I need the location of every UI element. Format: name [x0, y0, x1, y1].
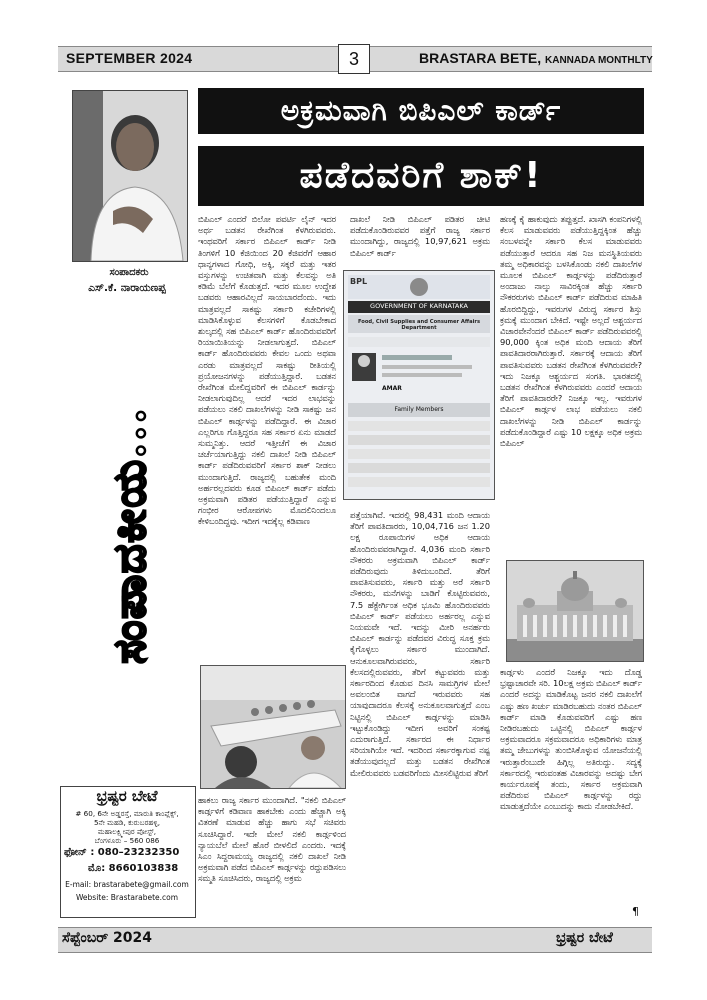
card-dept-title: Food, Civil Supplies and Consumer Affairs Department [357, 319, 481, 331]
address-email: E-mail: brastarabete@gmail.com [65, 880, 189, 889]
footer-publication: ಭ್ರಷ್ಟರ ಬೇಟೆ [556, 930, 613, 946]
address-line-2: 5ನೇ ಮಹಡಿ, ಕುರುಬರಹಳ್ಳಿ, [93, 818, 161, 827]
address-phone: ಫೋನ್ : 080–23232350 [64, 847, 180, 858]
issue-date: SEPTEMBER 2024 [66, 50, 193, 66]
address-title: ಭ್ರಷ್ಟರ ಬೇಟೆ [96, 787, 158, 805]
card-govt-title: GOVERNMENT OF KARNATAKA [370, 302, 468, 310]
editor-name: ಎಸ್.ಕೆ. ನಾರಾಯಣಪ್ಪ [88, 282, 166, 294]
article-column-2-bottom: ಪತ್ತೆಯಾಗಿವೆ. ಇದರಲ್ಲಿ 98,431 ಮಂದಿ ಆದಾಯ ತೆರಿಗೆ ಪಾವತಿದಾರರು, 10,04,716 ಜನ 1.20 ಲಕ್ಷ ರೂಪಾಯಿಗಳ ಅಧಿಕ ಆದಾಯ ಹೊಂದಿರುವವರಾಗಿದ್ದಾರೆ. 4,036 ಮಂದಿ ಸರ್ಕಾರಿ ನೌಕರರು ಅಕ್ರಮವಾಗಿ ಬಿಪಿಎಲ್ ಕಾರ್ಡ್ ಪಡೆದಿರುವುದು ತಿಳಿದುಬಂದಿದೆ. ತೆರಿಗೆ ಪಾವತಿಸುವವರು, ಸರ್ಕಾರಿ ಮತ್ತು ಅರೆ ಸರ್ಕಾರಿ ನೌಕರರು, ಮನೆಗಳನ್ನು ಬಾಡಿಗೆ ಕೊಟ್ಟಿರುವವರು, 7.5 ಹೆಕ್ಟೇರ್ಗಿಂತ ಅಧಿಕ ಭೂಮಿ ಹೊಂದಿರುವವರು ಬಿಪಿಎಲ್ ಕಾರ್ಡ್ ಪಡೆಯಲು ಅರ್ಹರಲ್ಲ ಎನ್ನುವ ನಿಯಮವೇ ಇದೆ. ಇದನ್ನು ಮೀರಿ ಅನರ್ಹರು ಬಿಪಿಎಲ್ ಕಾರ್ಡನ್ನು ಪಡೆದವರ ವಿರುದ್ಧ ಸೂಕ್ತ ಕ್ರಮ ಕೈಗೊಳ್ಳಲು ಸರ್ಕಾರ ಮುಂದಾಗಿದೆ. ಆನುಕೂಲವಾಗಿರುವವರು, ಸರ್ಕಾರಿ ಕೆಲಸದಲ್ಲಿರುವವರು, ತೆರಿಗೆ ಕಟ್ಟುವವರು ಮತ್ತು ಸರ್ಕಾರದಿಂದ ಕೊಡುವ ದಿನಸಿ ಸಾಮಗ್ರಿಗಳ ಮೇಲೆ ಅವಲಂಬಿತ ವಾಗದೆ ಇರುವವರು ಸಹ ಯಾವುದಾದರೂ ಕೆಲಸಕ್ಕೆ ಅನುಕೂಲವಾಗುತ್ತದೆ ಎಂಬ ನಿಟ್ಟಿನಲ್ಲಿ ಬಿಪಿಎಲ್ ಕಾರ್ಡ್ಗಳನ್ನು ಮಾಡಿಸಿ ಇಟ್ಟುಕೊಂಡಿದ್ದು ಇದೀಗ ಅವರಿಗೆ ಸಂಕಷ್ಟ ಎದುರಾಗುತ್ತಿದೆ. ಸರ್ಕಾರದ ಈ ನಿರ್ಧಾರ ಸರಿಯಾಗಿಯೇ ಇದೆ. ಇದರಿಂದ ಸರ್ಕಾರಕ್ಕಾಗುವ ನಷ್ಟ ತಡೆಯುವುದಲ್ಲದೆ ಮತ್ತು ಬಡತನ ರೇಖೆಗಿಂತ ಮೇಲಿರುವವರು ಬಡವರಿಗೆಂದು ಮೀಸಲಿಟ್ಟಿರುವ ತೆರಿಗೆ [350, 510, 490, 778]
editor-photo [72, 90, 188, 262]
address-mobile: ಮೊ: 8660103838 [88, 863, 179, 874]
article-column-3-top: ಹಣಕ್ಕೆ ಕೈ ಹಾಕುವುದು ತಪ್ಪುತ್ತದೆ. ಖಾಸಗಿ ಕಂಪನಿಗಳಲ್ಲಿ ಕೆಲಸ ಮಾಡುವವರು ಪಡೆಯುತ್ತಿದ್ದಕ್ಕಿಂತ ಹೆಚ್ಚು ಸಂಬಳವನ್ನೇ ಸರ್ಕಾರಿ ಕೆಲಸ ಮಾಡುವವರು ಪಡೆಯುತ್ತಾರೆ ಆದರೂ ಸಹ ನಿಜ ಮನಸ್ಥಿತಿಯವರು ತಮ್ಮ ಅಧಿಕಾರವನ್ನು ಬಳಸಿಕೊಂಡು ನಕಲಿ ದಾಖಲೆಗಳ ಮೂಲಕ ಬಿಪಿಎಲ್ ಕಾರ್ಡ್ಗಳನ್ನು ಪಡೆದಿರುತ್ತಾರೆ ಅಂದಾಜು ನಾಲ್ಕು ಸಾವಿರಕ್ಕಿಂತ ಹೆಚ್ಚು ಸರ್ಕಾರಿ ನೌಕರರುಗಳು ಬಿಪಿಎಲ್ ಕಾರ್ಡ್ ಪಡೆದಿರುವ ಮಾಹಿತಿ ಹೊರಬಿದ್ದಿದ್ದು, ಇವರುಗಳ ವಿರುದ್ಧ ಸರ್ಕಾರ ಶಿಸ್ತು ಕ್ರಮಕ್ಕೆ ಮುಂದಾಗ ಬೇಕಿದೆ. ಇಷ್ಟೇ ಅಲ್ಲದೆ ಆಶ್ಚರ್ಯದ ವಿಚಾರವೇನೆಂದರೆ ಬಿಪಿಎಲ್ ಕಾರ್ಡ್ ಪಡೆದಿರುವವರಲ್ಲಿ 90,000 ಕ್ಕಿಂತ ಅಧಿಕ ಮಂದಿ ಆದಾಯ ತೆರಿಗೆ ಪಾವತಿದಾರರಾಗಿರುತ್ತಾರೆ. ಸರ್ಕಾರಕ್ಕೆ ಆದಾಯ ತೆರಿಗೆ ಪಾವತಿಸುವವರು ಬಡತನ ರೇಖೆಗಿಂತ ಕೆಳಗಿರುವವರೇ? ಇದು ನಿಜಕ್ಕೂ ಆಶ್ಚರ್ಯದ ಸಂಗತಿ. ಭಾರತದಲ್ಲಿ ಬಡತನ ರೇಖೆಗಿಂತ ಕೆಳಗಿರುವವರು ಎಂದರೆ ಆದಾಯ ತೆರಿಗೆ ಪಾವತಿದಾರರೇ? ನಿಜಕ್ಕೂ ಇಲ್ಲ. ಇವರುಗಳ ಬಿಪಿಎಲ್ ಕಾರ್ಡ್ಗಳ ಲಾಭ ಪಡೆಯಲು ನಕಲಿ ದಾಖಲೆಗಳನ್ನು ನೀಡಿ ಬಿಪಿಎಲ್ ಕಾರ್ಡನ್ನು ಪಡೆದುಕೊಂಡಿದ್ದಾರೆ ಎಷ್ಟು 10 ಲಕ್ಷಕ್ಕೂ ಅಧಿಕ ಅಕ್ರಮ ಬಿಪಿಎಲ್ [500, 214, 642, 449]
vidhana-soudha-image [506, 560, 644, 662]
editor-label: ಸಂಪಾದಕರು [109, 267, 149, 278]
address-line-1: # 60, 6ನೇ ಅಡ್ಡರಸ್ತೆ, ಮಾರುತಿ ಕಾಂಪ್ಲೆಕ್ಸ್, [75, 809, 179, 818]
address-line-4: ಬೆಂಗಳೂರು – 560 086 [94, 836, 160, 845]
card-family-header: Family Members [394, 406, 444, 413]
publication-name: BRASTARA BETE, KANNADA MONTHLTY [419, 50, 653, 66]
card-bpl-tag: BPL [350, 277, 368, 286]
address-website: Website: Brastarabete.com [75, 893, 179, 902]
address-line-3: ಮಹಾಲಕ್ಷ್ಮೀಪುರ ಪೋಸ್ಟ್, [97, 827, 157, 836]
bpl-card-image [343, 270, 495, 500]
article-column-3-bottom: ಕಾರ್ಡ್ಗಳು ಎಂದರೆ ನಿಜಕ್ಕೂ ಇದು ದೊಡ್ಡ ಭ್ರಷ್ಟಾಚಾರವೇ ಸರಿ. 10ಲಕ್ಷ ಅಕ್ರಮ ಬಿಪಿಎಲ್ ಕಾರ್ಡ್ ಎಂದರೆ ಅದನ್ನು ಮಾಡಿಕೊಟ್ಟ ಜನರ ನಕಲಿ ದಾಖಲೆಗೆ ಎಷ್ಟು ಹಣ ಖರ್ಚು ಮಾಡಿರಬಹುದು ನಂತರ ಬಿಪಿಎಲ್ ಕಾರ್ಡ್ ಮಾಡಿ ಕೊಡುವವರಿಗೆ ಎಷ್ಟು ಹಣ ನೀಡಿರಬಹುದು ಒಟ್ಟಿನಲ್ಲಿ ಬಿಪಿಎಲ್ ಕಾರ್ಡ್ಗಳ ಅಕ್ರಮವಾದರೂ ಸಕ್ರಮವಾದರೂ ಅಧಿಕಾರಿಗಳು ಮಾತ್ರ ತಮ್ಮ ಜೇಬುಗಳನ್ನು ತುಂಬಿಸಿಕೊಳ್ಳುವ ಯೋಜನೆಯಲ್ಲಿ ಇರುತ್ತಾರೆಂಬುದೇ ಹಿಗ್ಗಿಲ್ಲ ಅತಿರುದ್ದು. ಸದ್ಯಕ್ಕೆ ಸರ್ಕಾರದಲ್ಲಿ ಇರುವಂತಹ ವಿಚಾರವನ್ನು ಅದಷ್ಟು ಬೇಗ ಕಾರ್ಯರೂಪಕ್ಕೆ ತಂದು, ಸರ್ಕಾರ ಅಕ್ರಮವಾಗಿ ಪಡೆದಿರುವ ಬಿಪಿಎಲ್ ಕಾರ್ಡ್ಗಳನ್ನು ರದ್ದು ಮಾಡುತ್ತದೆಯೇ ಎಂಬುದನ್ನು ಕಾದು ನೋಡಬೇಕಿದೆ. [500, 667, 642, 812]
card-holder-name: AMAR [382, 385, 402, 392]
page-number: 3 [338, 44, 370, 74]
meeting-photo [200, 665, 346, 789]
headline-line-2: ಪಡೆದವರಿಗೆ ಶಾಕ್! [198, 146, 644, 206]
article-column-1-bottom: ಹಾಕಲು ರಾಜ್ಯ ಸರ್ಕಾರ ಮುಂದಾಗಿದೆ. "ನಕಲಿ ಬಿಪಿಎಲ್ ಕಾರ್ಡ್ಗಳಿಗೆ ಕಡಿವಾಣ ಹಾಕಬೇಕು ಎಂದು ಹೆಚ್ಚಾಗಿ ಅಕ್ಕಿ ವಿತರಣೆ ಮಾಡುವ ಹೆಚ್ಚು ಹಾಗು ಸಭೆ ಸಚಿವರು ಸೂಚಿಸಿದ್ದಾರೆ. ಇದೇ ಮೇಲೆ ನಕಲಿ ಕಾರ್ಡ್ಗಳಿಂದ ನ್ಯಾಯಬೆಲೆ ಮೇಲೆ ಹೊರೆ ಬೀಳಲಿದೆ ಎಂದರು. ಇದಕ್ಕೆ ಸಿಎಂ ಸಿದ್ದರಾಮಯ್ಯ ರಾಜ್ಯದಲ್ಲಿ ನಕಲಿ ದಾಖಲೆ ನೀಡಿ ಅಕ್ರಮವಾಗಿ ಪಡೆದ ಬಿಪಿಎಲ್ ಕಾರ್ಡ್ಗಳನ್ನು ರದ್ದುಪಡಿಸಲು ಸಮ್ಮತಿ ಸೂಚಿಸಿದರು, ರಾಜ್ಯದಲ್ಲಿ ಅಕ್ರಮ [198, 795, 346, 884]
end-mark: ¶ [632, 905, 639, 918]
headline-line-1: ಅಕ್ರಮವಾಗಿ ಬಿಪಿಎಲ್ ಕಾರ್ಡ್ [198, 88, 644, 134]
article-column-2-top: ದಾಖಲೆ ನೀಡಿ ಬಿಪಿಎಲ್ ಪಡಿತರ ಚೀಟಿ ಪಡೆದುಕೊಂಡಿರುವವರ ಪತ್ತೆಗೆ ರಾಜ್ಯ ಸರ್ಕಾರ ಮುಂದಾಗಿದ್ದು, ರಾಜ್ಯದಲ್ಲಿ 10,97,621 ಅಕ್ರಮ ಬಿಪಿಎಲ್ ಕಾರ್ಡ್ [350, 214, 490, 258]
article-column-1: ಬಿಪಿಎಲ್ ಎಂದರೆ ಬಿಲೋ ಪವರ್ಟಿ ಲೈನ್ ಇದರ ಅರ್ಥ ಬಡತನ ರೇಖೆಗಿಂತ ಕೆಳಗಿರುವವರು. ಇಂಥವರಿಗೆ ಸರ್ಕಾರ ಬಿಪಿಎಲ್ ಕಾರ್ಡ್ ನೀಡಿ ತಿಂಗಳಿಗೆ 10 ಕೆಜಿಯಿಂದ 20 ಕೆಜಿವರೆಗೆ ಆಹಾರ ಧಾನ್ಯಗಳಾದ ಗೋಧಿ, ಅಕ್ಕಿ, ಸಕ್ಕರೆ ಮತ್ತು ಇತರ ವಸ್ತುಗಳನ್ನು ಉಚಿತವಾಗಿ ಮತ್ತು ಕೆಲವನ್ನು ಅತಿ ಕಡಿಮೆ ಬೆಲೆಗೆ ಕೊಡುತ್ತದೆ. ಇದರ ಮೂಲ ಉದ್ದೇಶ ಬಡವರು ಆಹಾರವಿಲ್ಲದೆ ಸಾಯಬಾರದೆಂದು. ಇದು ಮಾತ್ರವಲ್ಲದೆ ಸಾಕಷ್ಟು ಸರ್ಕಾರಿ ಕಚೇರಿಗಳಲ್ಲಿ ಮಾಡಿಸಿಕೊಳ್ಳುವ ಕೆಲಸಗಳಿಗೆ ಕೊಡಬೇಕಾದ ಶುಲ್ಕದಲ್ಲಿ ಸಹ ಬಿಪಿಎಲ್ ಕಾರ್ಡ್ ಹೊಂದಿರುವವರಿಗೆ ರಿಯಾಯಿತಿಯನ್ನು ನೀಡಲಾಗುತ್ತದೆ. ಬಿಪಿಎಲ್ ಕಾರ್ಡ್ ಹೊಂದಿರುವವರು ಕೇವಲ ಒಂದು ಅಥವಾ ಎರಡು ಮಾತ್ರವಲ್ಲದೆ ಸಾಕಷ್ಟು ರೀತಿಯಲ್ಲಿ ಪ್ರಯೋಜನಗಳನ್ನು ಪಡೆಯುತ್ತಿದ್ದಾರೆ. ಬಡತನ ರೇಖೆಗಿಂತ ಮೇಲಿದ್ದವರಿಗೆ ಈ ಬಿಪಿಎಲ್ ಕಾರ್ಡನ್ನು ನೀಡಲಾಗುವುದಿಲ್ಲ ಆದರೆ ಇದರ ಲಾಭವನ್ನು ಪಡೆಯಲು ನಕಲಿ ದಾಖಲೆಗಳನ್ನು ನೀಡಿ ಸಾಕಷ್ಟು ಜನ ಬಿಪಿಎಲ್ ಕಾರ್ಡ್ಗಳನ್ನು ಪಡೆದಿದ್ದಾರೆ. ಈ ವಿಚಾರ ಎಲ್ಲರಿಗೂ ಗೊತ್ತಿದ್ದರೂ ಸಹ ಸರ್ಕಾರ ಏನು ಮಾಡದೆ ಸುಮ್ಮನಿತ್ತು. ಆದರೆ ಇತ್ತೀಚೆಗೆ ಈ ವಿಚಾರ ಚರ್ಚೆಯಾಗುತ್ತಿದ್ದು ನಕಲಿ ದಾಖಲೆ ನೀಡಿ ಬಿಪಿಎಲ್ ಕಾರ್ಡ್ ಪಡೆದಿರುವವರಿಗೆ ಸರ್ಕಾರ ಶಾಕ್ ನೀಡಲು ಮುಂದಾಗುತ್ತಿದೆ. ರಾಜ್ಯದಲ್ಲಿ ಬಹುತೇಕ ಮಂದಿ ಅರ್ಹರಲ್ಲದವರು ಕೂಡ ಬಿಪಿಎಲ್ ಕಾರ್ಡ್ ಪಡೆದು ಅಕ್ರಮವಾಗಿ ಪಡಿತರ ಪಡೆಯುತ್ತಿದ್ದಾರೆ ಎನ್ನುವ ಗಂಭೀರ ಆರೋಪಗಳು ಮೊದಲಿನಿಂದಲೂ ಕೇಳಿಬಂದಿದ್ದವು. ಇದೀಗ ಇದಕ್ಕೆಲ್ಲ ಕಡಿವಾಣ [198, 214, 336, 527]
vertical-editorial-title: ಸಂಪಾದಕೀಯ... [104, 406, 156, 664]
footer-date: ಸೆಪ್ಟೆಂಬರ್ 2024 [62, 930, 152, 946]
